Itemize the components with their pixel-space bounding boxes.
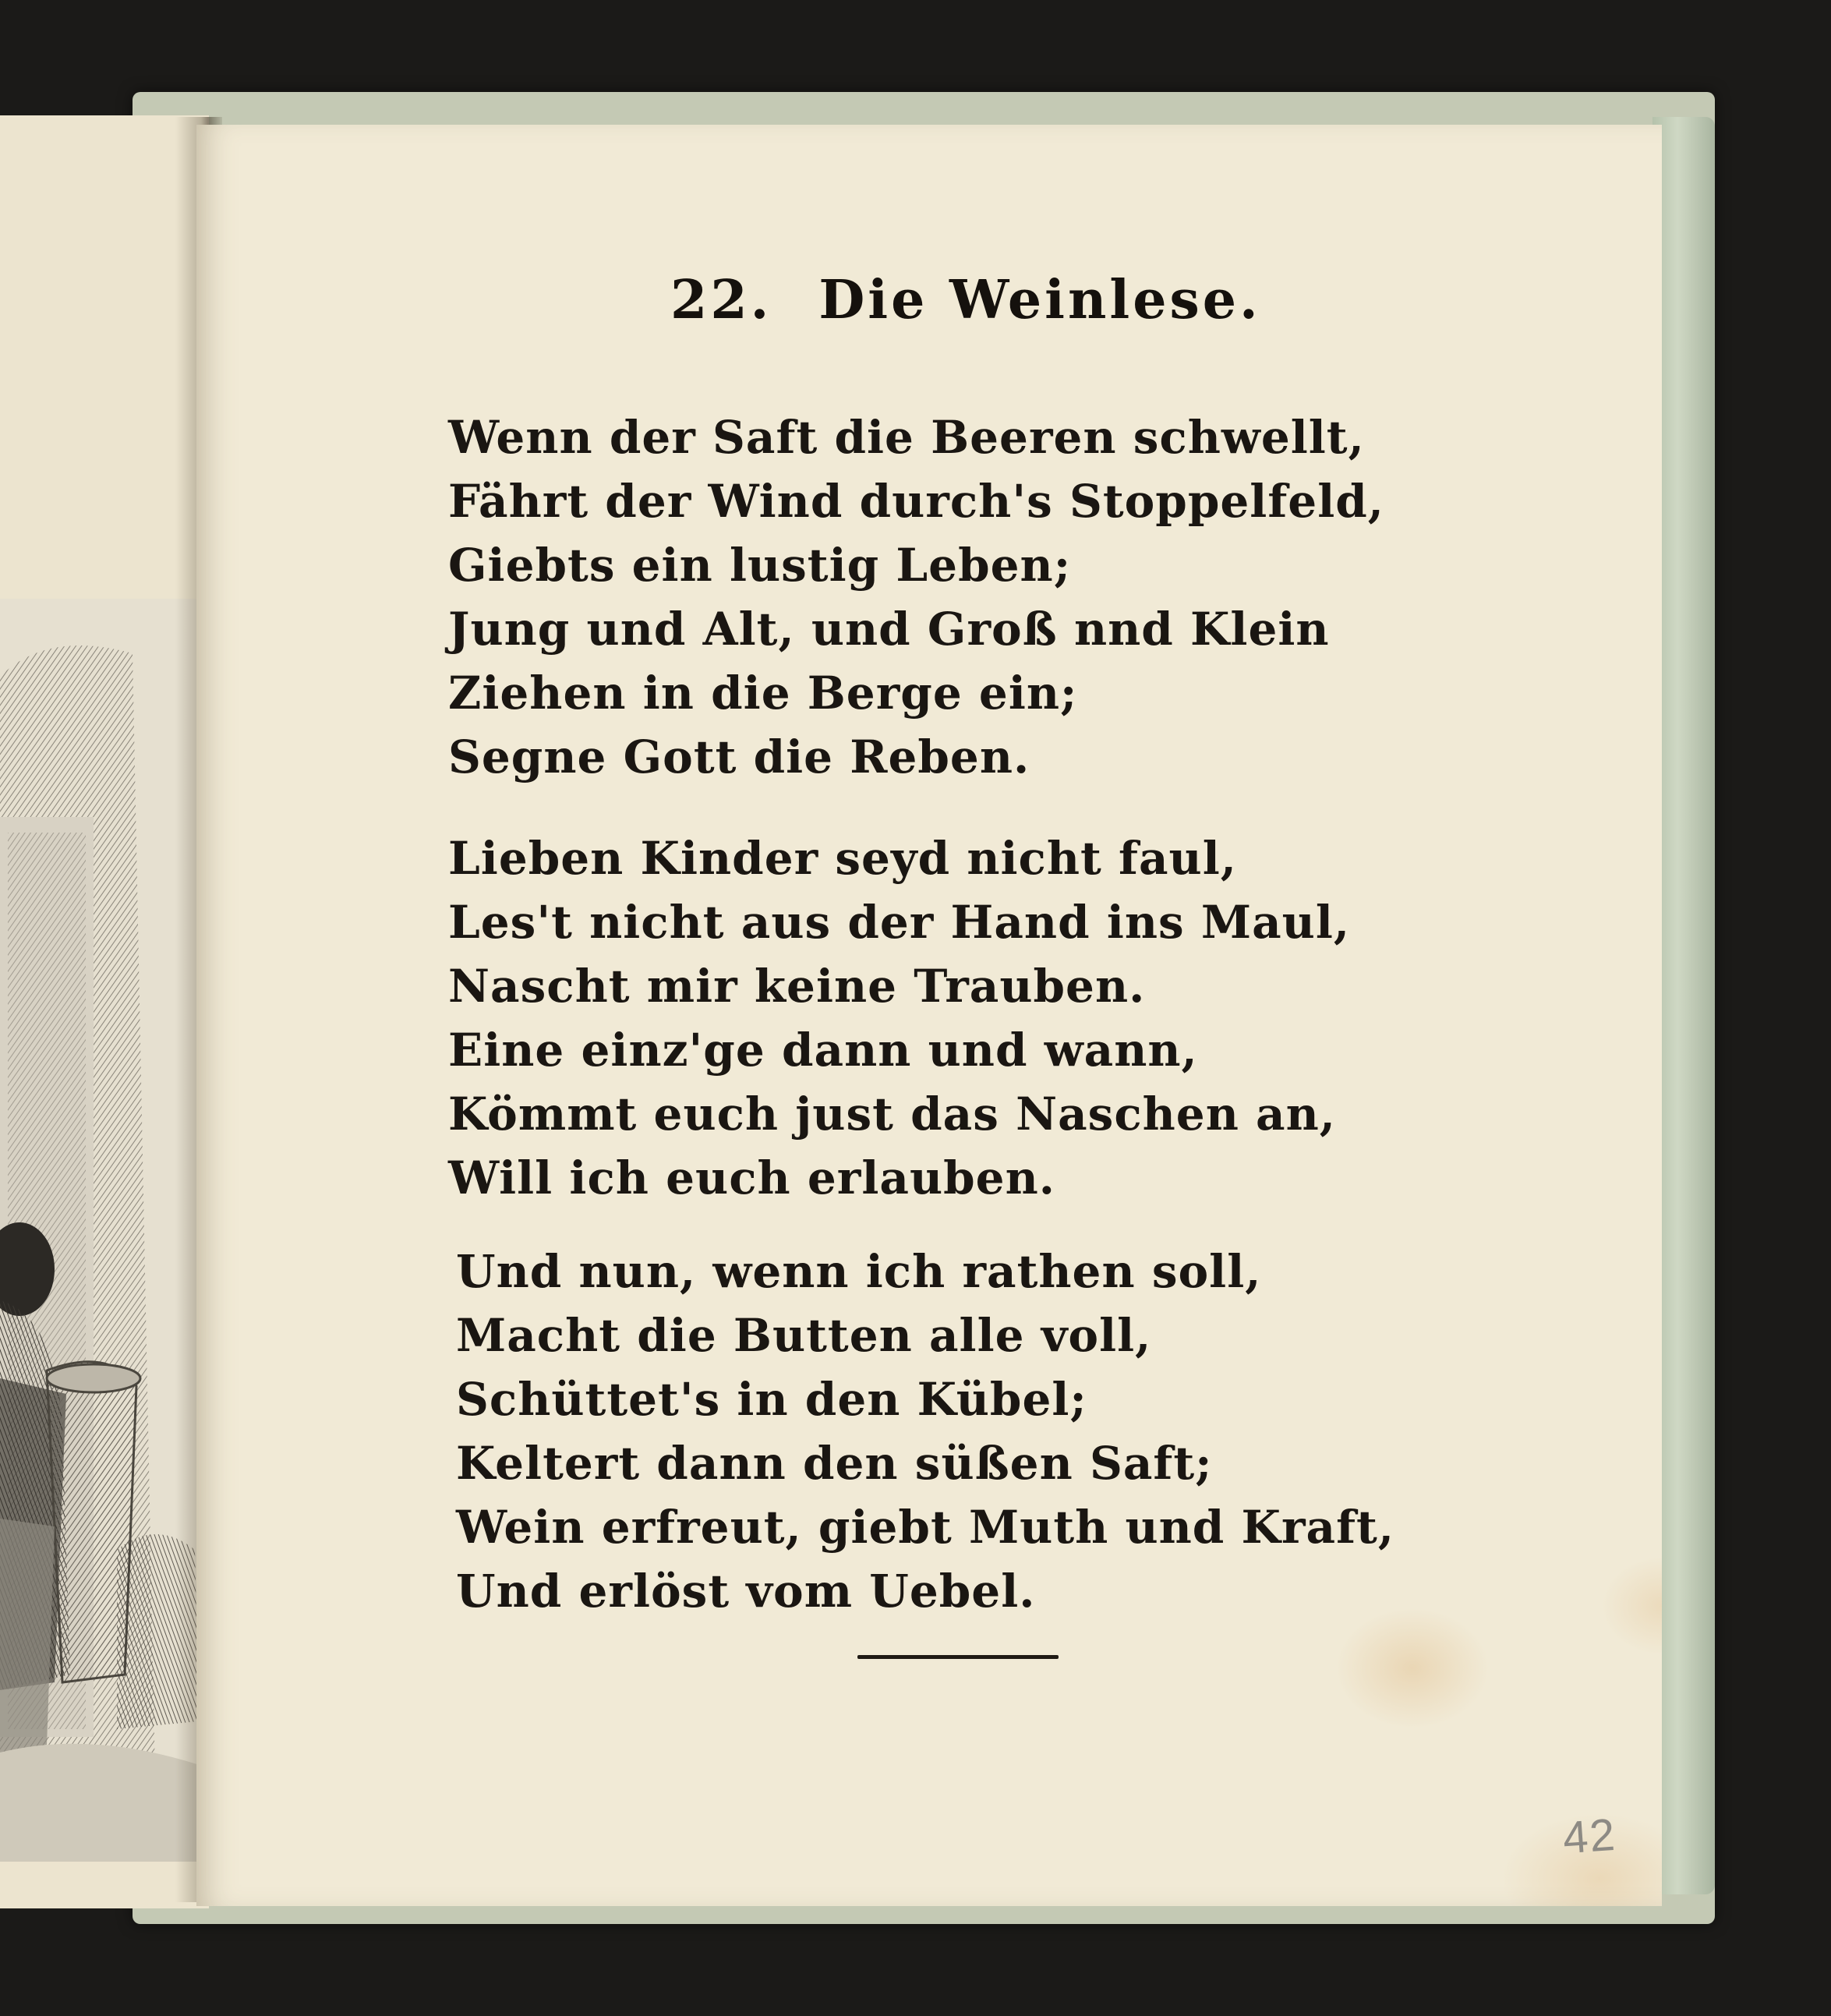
- verse-line: Fährt der Wind durch's Stoppelfeld,: [448, 475, 1384, 528]
- verse-line: Will ich euch erlauben.: [448, 1151, 1055, 1204]
- verse-line: Ziehen in die Berge ein;: [448, 667, 1078, 720]
- verse-line: Wein erfreut, giebt Muth und Kraft,: [456, 1501, 1395, 1554]
- stanza-3: [456, 1240, 1394, 1623]
- verse-line: Eine einz'ge dann und wann,: [448, 1024, 1198, 1077]
- verse-line: Macht die Butten alle voll,: [456, 1309, 1152, 1362]
- verse-line: Wenn der Saft die Beeren schwellt,: [448, 411, 1365, 464]
- verse-line: Segne Gott die Reben.: [448, 730, 1030, 783]
- pencil-page-number: 42: [1561, 1809, 1618, 1864]
- poem-heading: [670, 269, 1261, 331]
- verse-line: Und erlöst vom Uebel.: [456, 1565, 1036, 1618]
- end-rule-divider: [857, 1655, 1059, 1659]
- verse-line: Keltert dann den süßen Saft;: [456, 1437, 1213, 1490]
- verse-line: Und nun, wenn ich rathen soll,: [456, 1245, 1262, 1298]
- verse-line: Schüttet's in den Kübel;: [456, 1373, 1087, 1426]
- verse-line: Jung und Alt, und Groß nnd Klein: [448, 603, 1330, 656]
- stanza-2: [448, 826, 1350, 1210]
- verse-line: Lieben Kinder seyd nicht faul,: [448, 832, 1237, 885]
- verse-line: Les't nicht aus der Hand ins Maul,: [448, 896, 1351, 949]
- poem-number: 22.: [670, 269, 772, 331]
- verse-line: Giebts ein lustig Leben;: [448, 539, 1072, 592]
- verse-line: Kömmt euch just das Naschen an,: [448, 1088, 1337, 1141]
- stanza-1: [448, 405, 1384, 789]
- poem-title: Die Weinlese.: [818, 269, 1261, 331]
- verse-line: Nascht mir keine Trauben.: [448, 960, 1146, 1013]
